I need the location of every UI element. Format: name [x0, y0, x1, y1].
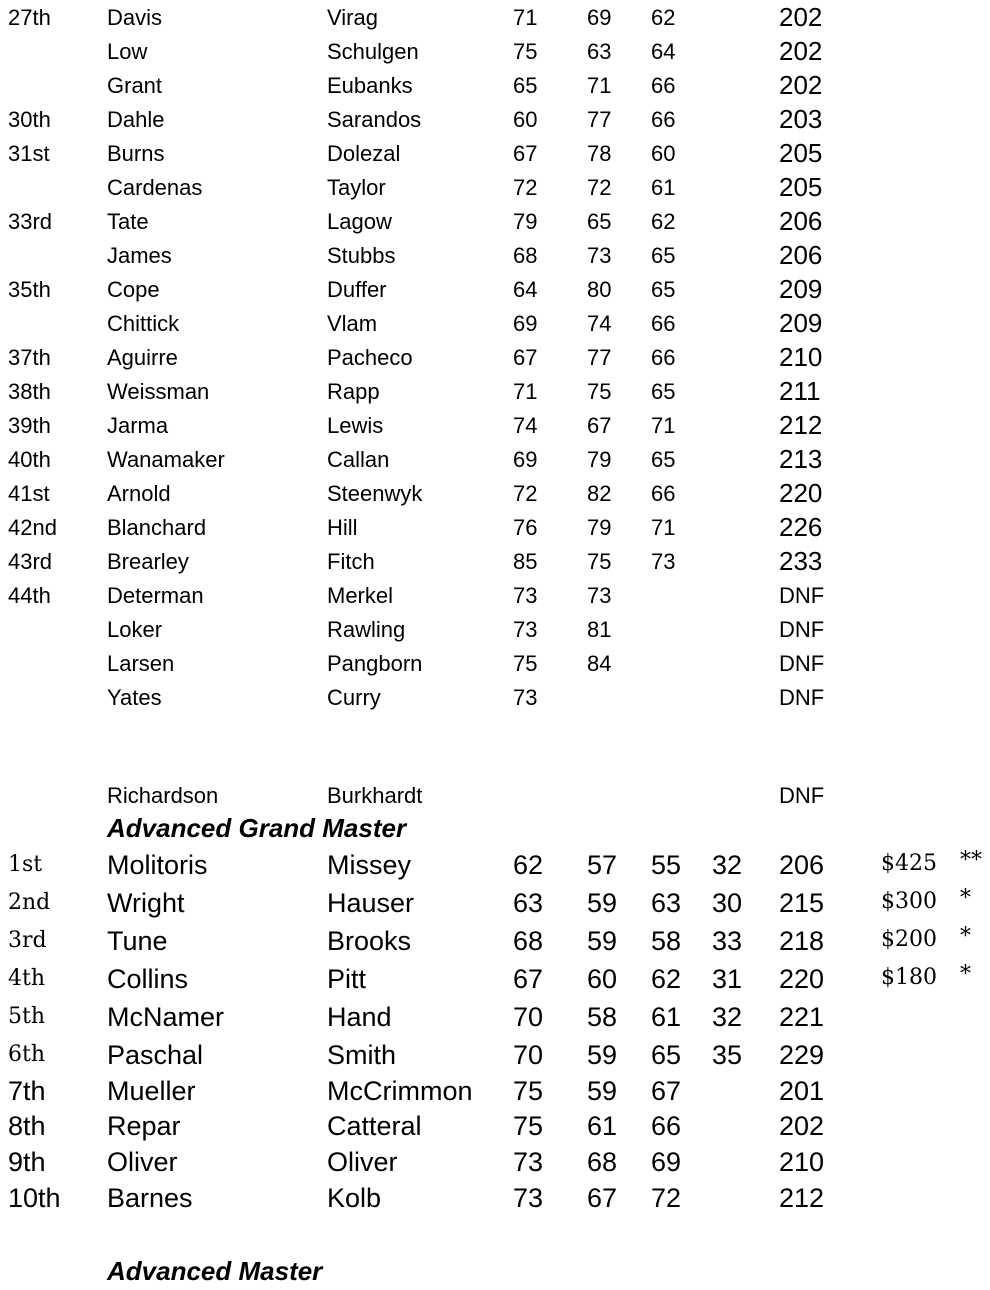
total-cell: 212	[779, 1183, 825, 1213]
player2-cell: Dolezal	[327, 141, 401, 166]
table-row	[0, 926, 990, 960]
player1-cell: Paschal	[107, 1040, 204, 1070]
player2-cell: Pitt	[327, 964, 367, 994]
round1-cell: 71	[513, 5, 538, 30]
player2-cell: Lagow	[327, 209, 392, 234]
player1-cell: Aguirre	[107, 345, 178, 370]
table-row	[0, 888, 990, 922]
player2-cell: Smith	[327, 1040, 397, 1070]
table-row	[0, 685, 990, 719]
player1-cell: Yates	[107, 685, 162, 710]
round3-cell: 66	[651, 481, 676, 506]
table-row	[0, 1111, 990, 1145]
round1-cell: 70	[513, 1002, 544, 1032]
table-row	[0, 172, 990, 209]
round1-cell: 69	[513, 311, 538, 336]
player1-cell: Tate	[107, 209, 149, 234]
round3-cell: 72	[651, 1183, 682, 1213]
round3-cell: 66	[651, 107, 676, 132]
section-title: Advanced Grand Master	[107, 813, 407, 843]
round3-cell: 66	[651, 311, 676, 336]
player2-cell: Oliver	[327, 1147, 398, 1177]
round1-cell: 65	[513, 73, 538, 98]
player2-cell: Kolb	[327, 1183, 382, 1213]
player2-cell: Pangborn	[327, 651, 423, 676]
round4-cell: 32	[712, 850, 743, 880]
round2-cell: 81	[587, 617, 612, 642]
table-row	[0, 964, 990, 998]
player2-cell: Burkhardt	[327, 783, 423, 808]
round3-cell: 65	[651, 447, 676, 472]
round1-cell: 74	[513, 413, 538, 438]
place-cell: 2nd	[8, 890, 51, 915]
round2-cell: 71	[587, 73, 612, 98]
place-cell: 30th	[8, 107, 51, 132]
player1-cell: Wanamaker	[107, 447, 225, 472]
place-cell: 8th	[8, 1111, 46, 1141]
player1-cell: Richardson	[107, 783, 219, 808]
total-cell: 215	[779, 888, 825, 918]
round1-cell: 75	[513, 651, 538, 676]
round2-cell: 82	[587, 481, 612, 506]
round3-cell: 58	[651, 926, 682, 956]
flag-cell: *	[960, 962, 971, 987]
table-row	[0, 240, 990, 277]
player1-cell: Dahle	[107, 107, 165, 132]
total-cell: 229	[779, 1040, 825, 1070]
round3-cell: 65	[651, 379, 676, 404]
total-cell: 210	[779, 342, 823, 372]
round2-cell: 73	[587, 583, 612, 608]
round1-cell: 75	[513, 39, 538, 64]
player2-cell: Lewis	[327, 413, 384, 438]
place-cell: 10th	[8, 1183, 61, 1213]
total-cell: 202	[779, 2, 823, 32]
player1-cell: Loker	[107, 617, 163, 642]
round1-cell: 60	[513, 107, 538, 132]
round2-cell: 75	[587, 549, 612, 574]
player1-cell: Repar	[107, 1111, 181, 1141]
total-cell: 205	[779, 138, 823, 168]
round2-cell: 59	[587, 1040, 618, 1070]
place-cell: 40th	[8, 447, 51, 472]
player1-cell: Blanchard	[107, 515, 207, 540]
round1-cell: 70	[513, 1040, 544, 1070]
round1-cell: 75	[513, 1111, 544, 1141]
place-cell: 1st	[8, 852, 43, 877]
round1-cell: 73	[513, 617, 538, 642]
round3-cell: 65	[651, 277, 676, 302]
total-cell: 206	[779, 240, 823, 270]
round3-cell: 71	[651, 515, 676, 540]
table-row	[0, 1076, 990, 1110]
place-cell: 4th	[8, 966, 46, 991]
table-row	[0, 651, 990, 685]
place-cell: 6th	[8, 1042, 46, 1067]
round3-cell: 61	[651, 1002, 682, 1032]
round1-cell: 72	[513, 481, 538, 506]
table-row	[0, 70, 990, 107]
player1-cell: Mueller	[107, 1076, 196, 1106]
table-row	[0, 583, 990, 617]
player2-cell: Hill	[327, 515, 358, 540]
player1-cell: Chittick	[107, 311, 180, 336]
round3-cell: 66	[651, 73, 676, 98]
round1-cell: 72	[513, 175, 538, 200]
total-cell: 206	[779, 850, 825, 880]
round3-cell: 66	[651, 1111, 682, 1141]
player1-cell: Arnold	[107, 481, 171, 506]
total-cell: 209	[779, 308, 823, 338]
round2-cell: 68	[587, 1147, 618, 1177]
table-row	[0, 512, 990, 549]
round1-cell: 73	[513, 1147, 544, 1177]
total-cell: DNF	[779, 783, 825, 808]
player1-cell: Tune	[107, 926, 168, 956]
place-cell: 39th	[8, 413, 51, 438]
table-row	[0, 546, 990, 583]
round2-cell: 73	[587, 243, 612, 268]
table-row	[0, 444, 990, 481]
player2-cell: Sarandos	[327, 107, 422, 132]
round3-cell: 64	[651, 39, 676, 64]
table-row	[0, 342, 990, 379]
round1-cell: 73	[513, 1183, 544, 1213]
table-row	[0, 376, 990, 413]
round3-cell: 62	[651, 964, 682, 994]
player1-cell: Davis	[107, 5, 163, 30]
round2-cell: 67	[587, 1183, 618, 1213]
round1-cell: 71	[513, 379, 538, 404]
total-cell: 201	[779, 1076, 825, 1106]
total-cell: DNF	[779, 617, 825, 642]
total-cell: 203	[779, 104, 823, 134]
round3-cell: 61	[651, 175, 676, 200]
table-row	[0, 2, 990, 39]
round4-cell: 31	[712, 964, 743, 994]
player1-cell: Grant	[107, 73, 163, 98]
total-cell: 220	[779, 478, 823, 508]
player2-cell: Pacheco	[327, 345, 413, 370]
player2-cell: Brooks	[327, 926, 412, 956]
player2-cell: Curry	[327, 685, 381, 710]
player2-cell: Taylor	[327, 175, 386, 200]
place-cell: 27th	[8, 5, 51, 30]
table-row	[0, 617, 990, 651]
table-row	[0, 206, 990, 243]
round1-cell: 62	[513, 850, 544, 880]
round3-cell: 62	[651, 5, 676, 30]
round1-cell: 75	[513, 1076, 544, 1106]
total-cell: 209	[779, 274, 823, 304]
player2-cell: Stubbs	[327, 243, 396, 268]
round3-cell: 55	[651, 850, 682, 880]
round2-cell: 79	[587, 515, 612, 540]
player1-cell: Collins	[107, 964, 189, 994]
place-cell: 3rd	[8, 928, 47, 953]
place-cell: 43rd	[8, 549, 53, 574]
round2-cell: 59	[587, 1076, 618, 1106]
round2-cell: 74	[587, 311, 612, 336]
round2-cell: 57	[587, 850, 618, 880]
total-cell: 221	[779, 1002, 825, 1032]
player2-cell: Vlam	[327, 311, 378, 336]
player1-cell: Low	[107, 39, 148, 64]
round1-cell: 69	[513, 447, 538, 472]
player1-cell: Determan	[107, 583, 204, 608]
round1-cell: 79	[513, 209, 538, 234]
table-row	[0, 1040, 990, 1074]
round1-cell: 73	[513, 685, 538, 710]
player2-cell: Callan	[327, 447, 390, 472]
round2-cell: 78	[587, 141, 612, 166]
round3-cell: 62	[651, 209, 676, 234]
player2-cell: Virag	[327, 5, 378, 30]
table-row	[0, 1002, 990, 1036]
table-row	[0, 783, 990, 817]
player1-cell: James	[107, 243, 172, 268]
round1-cell: 68	[513, 243, 538, 268]
table-row	[0, 478, 990, 515]
round1-cell: 68	[513, 926, 544, 956]
round3-cell: 65	[651, 243, 676, 268]
place-cell: 35th	[8, 277, 51, 302]
round1-cell: 67	[513, 141, 538, 166]
flag-cell: *	[960, 924, 971, 949]
player1-cell: Brearley	[107, 549, 189, 574]
prize-cell: $425	[881, 851, 937, 876]
place-cell: 5th	[8, 1004, 46, 1029]
total-cell: 212	[779, 410, 823, 440]
table-row	[0, 104, 990, 141]
round3-cell: 65	[651, 1040, 682, 1070]
player1-cell: Molitoris	[107, 850, 208, 880]
player1-cell: Barnes	[107, 1183, 193, 1213]
total-cell: 220	[779, 964, 825, 994]
round3-cell: 69	[651, 1147, 682, 1177]
round1-cell: 67	[513, 345, 538, 370]
player2-cell: Duffer	[327, 277, 387, 302]
player1-cell: Cope	[107, 277, 160, 302]
total-cell: 210	[779, 1147, 825, 1177]
player2-cell: Schulgen	[327, 39, 419, 64]
flag-cell: **	[960, 848, 982, 873]
place-cell: 7th	[8, 1076, 46, 1106]
player2-cell: Steenwyk	[327, 481, 423, 506]
total-cell: 202	[779, 36, 823, 66]
table-row	[0, 274, 990, 311]
prize-cell: $180	[881, 965, 937, 990]
total-cell: 202	[779, 70, 823, 100]
prize-cell: $300	[881, 889, 937, 914]
round1-cell: 64	[513, 277, 538, 302]
player2-cell: Rapp	[327, 379, 380, 404]
player2-cell: Missey	[327, 850, 412, 880]
round3-cell: 73	[651, 549, 676, 574]
total-cell: 218	[779, 926, 825, 956]
flag-cell: *	[960, 886, 971, 911]
player1-cell: Larsen	[107, 651, 175, 676]
round2-cell: 77	[587, 107, 612, 132]
round2-cell: 72	[587, 175, 612, 200]
total-cell: 213	[779, 444, 823, 474]
round2-cell: 63	[587, 39, 612, 64]
round2-cell: 60	[587, 964, 618, 994]
total-cell: DNF	[779, 651, 825, 676]
round3-cell: 67	[651, 1076, 682, 1106]
round2-cell: 79	[587, 447, 612, 472]
round2-cell: 65	[587, 209, 612, 234]
table-row	[0, 138, 990, 175]
section-title: Advanced Master	[107, 1256, 323, 1286]
place-cell: 38th	[8, 379, 51, 404]
round3-cell: 60	[651, 141, 676, 166]
player2-cell: Rawling	[327, 617, 406, 642]
place-cell: 41st	[8, 481, 50, 506]
player2-cell: McCrimmon	[327, 1076, 473, 1106]
round2-cell: 80	[587, 277, 612, 302]
player2-cell: Catteral	[327, 1111, 422, 1141]
round4-cell: 33	[712, 926, 743, 956]
player2-cell: Hauser	[327, 888, 415, 918]
round2-cell: 59	[587, 888, 618, 918]
player2-cell: Hand	[327, 1002, 392, 1032]
total-cell: 202	[779, 1111, 825, 1141]
player2-cell: Eubanks	[327, 73, 413, 98]
total-cell: 233	[779, 546, 823, 576]
table-row	[0, 36, 990, 73]
total-cell: DNF	[779, 685, 825, 710]
round3-cell: 63	[651, 888, 682, 918]
round1-cell: 67	[513, 964, 544, 994]
player1-cell: Jarma	[107, 413, 169, 438]
table-row	[0, 410, 990, 447]
round4-cell: 30	[712, 888, 743, 918]
round4-cell: 32	[712, 1002, 743, 1032]
place-cell: 33rd	[8, 209, 53, 234]
round2-cell: 77	[587, 345, 612, 370]
place-cell: 31st	[8, 141, 50, 166]
round1-cell: 63	[513, 888, 544, 918]
table-row	[0, 1183, 990, 1217]
prize-cell: $200	[881, 927, 937, 952]
round2-cell: 58	[587, 1002, 618, 1032]
place-cell: 9th	[8, 1147, 46, 1177]
round1-cell: 76	[513, 515, 538, 540]
total-cell: 205	[779, 172, 823, 202]
total-cell: DNF	[779, 583, 825, 608]
round1-cell: 73	[513, 583, 538, 608]
player1-cell: Cardenas	[107, 175, 203, 200]
player1-cell: Oliver	[107, 1147, 178, 1177]
place-cell: 42nd	[8, 515, 57, 540]
player1-cell: Weissman	[107, 379, 210, 404]
total-cell: 206	[779, 206, 823, 236]
table-row	[0, 850, 990, 884]
total-cell: 211	[779, 376, 821, 406]
place-cell: 44th	[8, 583, 51, 608]
round2-cell: 69	[587, 5, 612, 30]
round3-cell: 71	[651, 413, 676, 438]
round2-cell: 84	[587, 651, 612, 676]
round1-cell: 85	[513, 549, 538, 574]
round3-cell: 66	[651, 345, 676, 370]
player2-cell: Fitch	[327, 549, 375, 574]
player1-cell: McNamer	[107, 1002, 225, 1032]
round2-cell: 59	[587, 926, 618, 956]
table-row	[0, 308, 990, 345]
place-cell: 37th	[8, 345, 51, 370]
total-cell: 226	[779, 512, 823, 542]
player1-cell: Wright	[107, 888, 185, 918]
table-row	[0, 1147, 990, 1181]
round4-cell: 35	[712, 1040, 743, 1070]
round2-cell: 61	[587, 1111, 618, 1141]
player2-cell: Merkel	[327, 583, 394, 608]
player1-cell: Burns	[107, 141, 165, 166]
round2-cell: 67	[587, 413, 612, 438]
round2-cell: 75	[587, 379, 612, 404]
